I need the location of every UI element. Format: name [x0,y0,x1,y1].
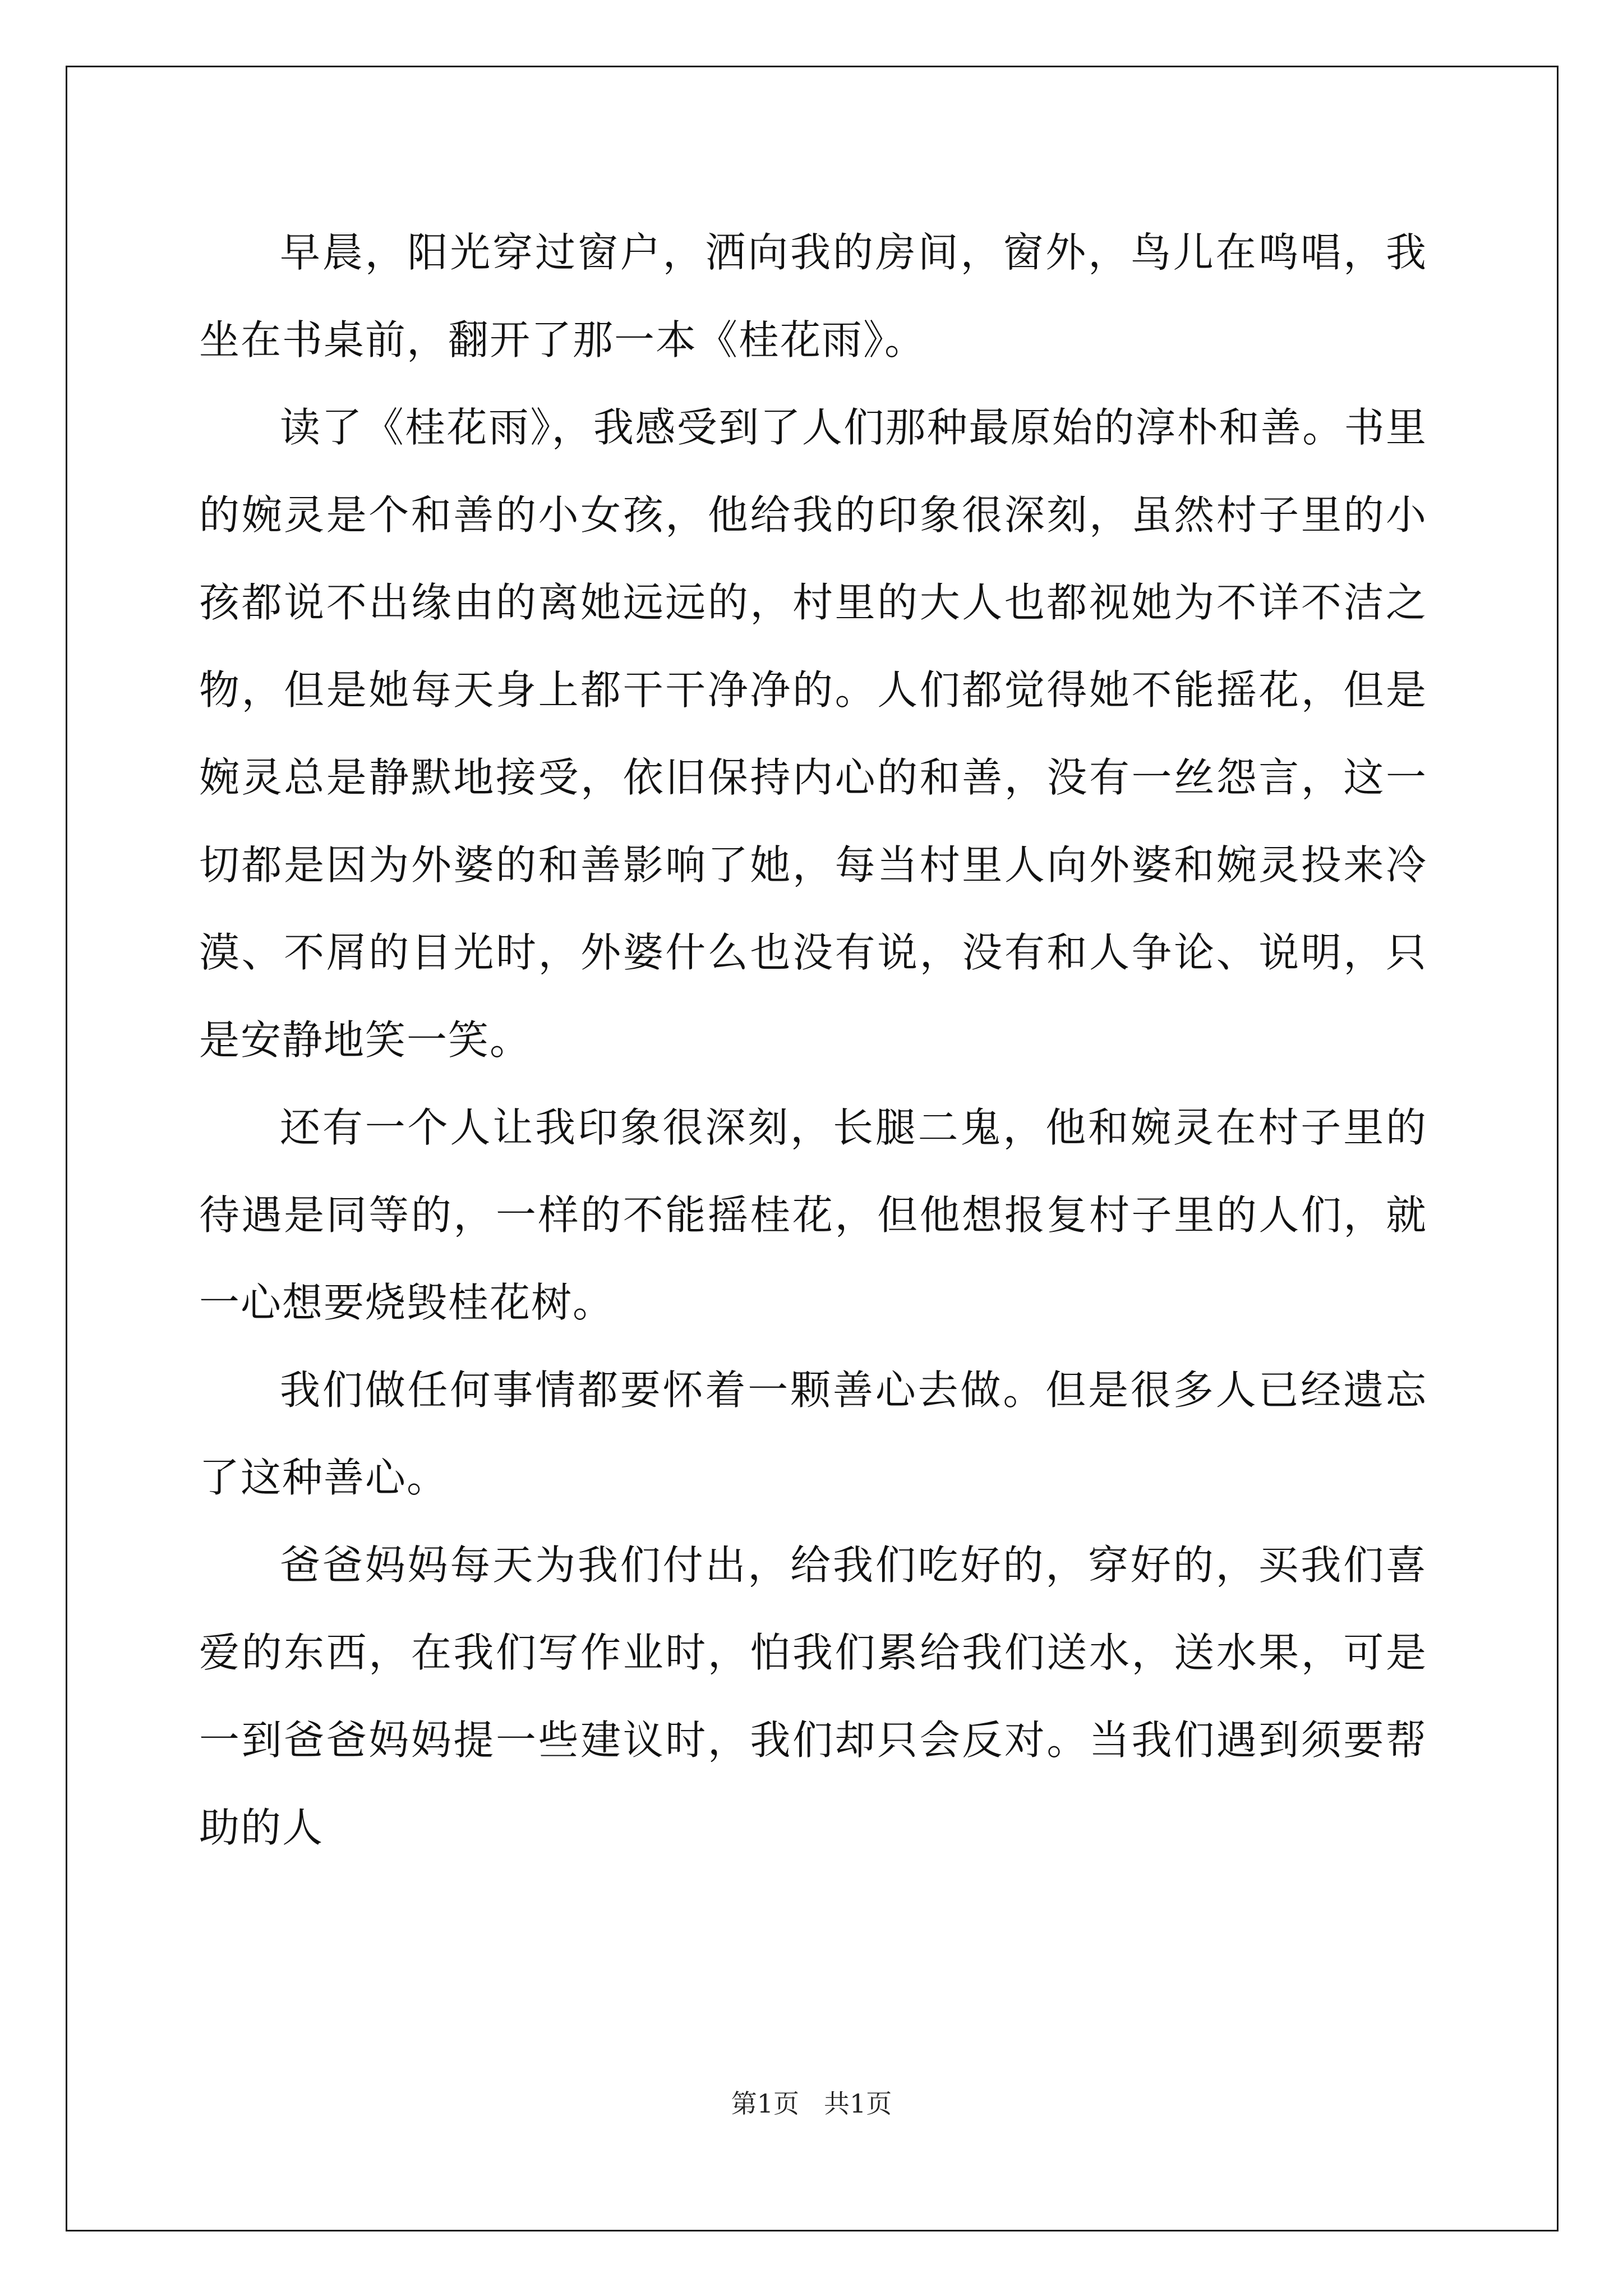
paragraph: 还有一个人让我印象很深刻，长腿二鬼，他和婉灵在村子里的待遇是同等的，一样的不能摇桂花，但他想报复村子里的人们，就一心想要烧毁桂花树。 [199,1104,1427,1326]
paragraph: 我们做任何事情都要怀着一颗善心去做。但是很多人已经遗忘了这种善心。 [199,1366,1427,1501]
page-number: 第1页 [731,2088,800,2119]
page-footer [0,2087,1623,2120]
paragraph: 早晨，阳光穿过窗户，洒向我的房间，窗外，鸟儿在鸣唱，我坐在书桌前，翻开了那一本《桂花雨》。 [199,229,1427,364]
paragraph: 读了《桂花雨》，我感受到了人们那种最原始的淳朴和善。书里的婉灵是个和善的小女孩，他给我的印象很深刻，虽然村子里的小孩都说不出缘由的离她远远的，村里的大人也都视她为不详不洁之物，但是她每天身上都干干净净的。人们都觉得她不能摇花，但是婉灵总是静默地接受，依旧保持内心的和善，没有一丝怨言，这一切都是因为外婆的和善影响了她，每当村里人向外婆和婉灵投来冷漠、不屑的目光时，外婆什么也没有说，没有和人争论、说明，只是安静地笑一笑。 [199,404,1427,1064]
document-body [199,209,1427,1871]
paragraph: 爸爸妈妈每天为我们付出，给我们吃好的，穿好的，买我们喜爱的东西，在我们写作业时，怕我们累给我们送水，送水果，可是一到爸爸妈妈提一些建议时，我们却只会反对。当我们遇到须要帮助的人 [199,1542,1427,1851]
page-total: 共1页 [823,2088,892,2119]
